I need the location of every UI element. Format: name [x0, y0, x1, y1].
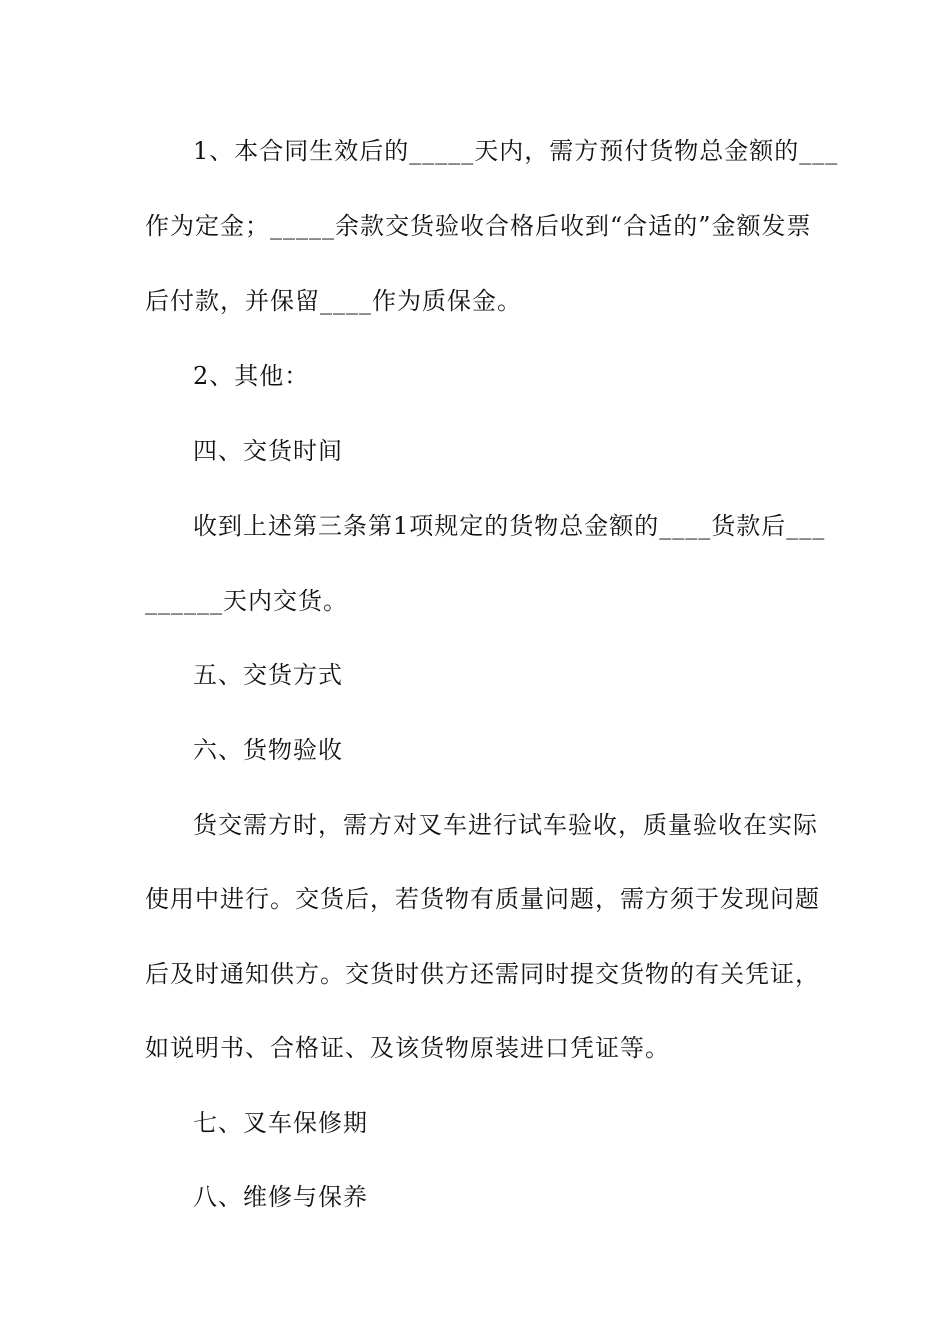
section-heading: 六、货物验收 — [193, 736, 343, 764]
text-line: 后及时通知供方。交货时供方还需同时提交货物的有关凭证， — [145, 960, 820, 988]
section-heading: 七、叉车保修期 — [193, 1109, 368, 1137]
section-heading: 五、交货方式 — [193, 661, 343, 689]
section-heading: 八、维修与保养 — [193, 1183, 368, 1211]
text-line: 后付款，并保留____作为质保金。 — [145, 287, 522, 315]
text-line: 使用中进行。交货后，若货物有质量问题，需方须于发现问题 — [145, 885, 820, 913]
text-line: 1、本合同生效后的_____天内，需方预付货物总金额的___ — [193, 137, 839, 165]
text-line: ______天内交货。 — [145, 587, 348, 615]
text-line: 收到上述第三条第1项规定的货物总金额的____货款后___ — [193, 512, 826, 540]
section-heading: 四、交货时间 — [193, 437, 343, 465]
text-line: 2、其他： — [193, 362, 310, 390]
text-line: 作为定金；_____余款交货验收合格后收到“合适的”金额发票 — [145, 212, 812, 240]
text-line: 如说明书、合格证、及该货物原装进口凭证等。 — [145, 1034, 670, 1062]
text-line: 货交需方时，需方对叉车进行试车验收，质量验收在实际 — [193, 811, 818, 839]
